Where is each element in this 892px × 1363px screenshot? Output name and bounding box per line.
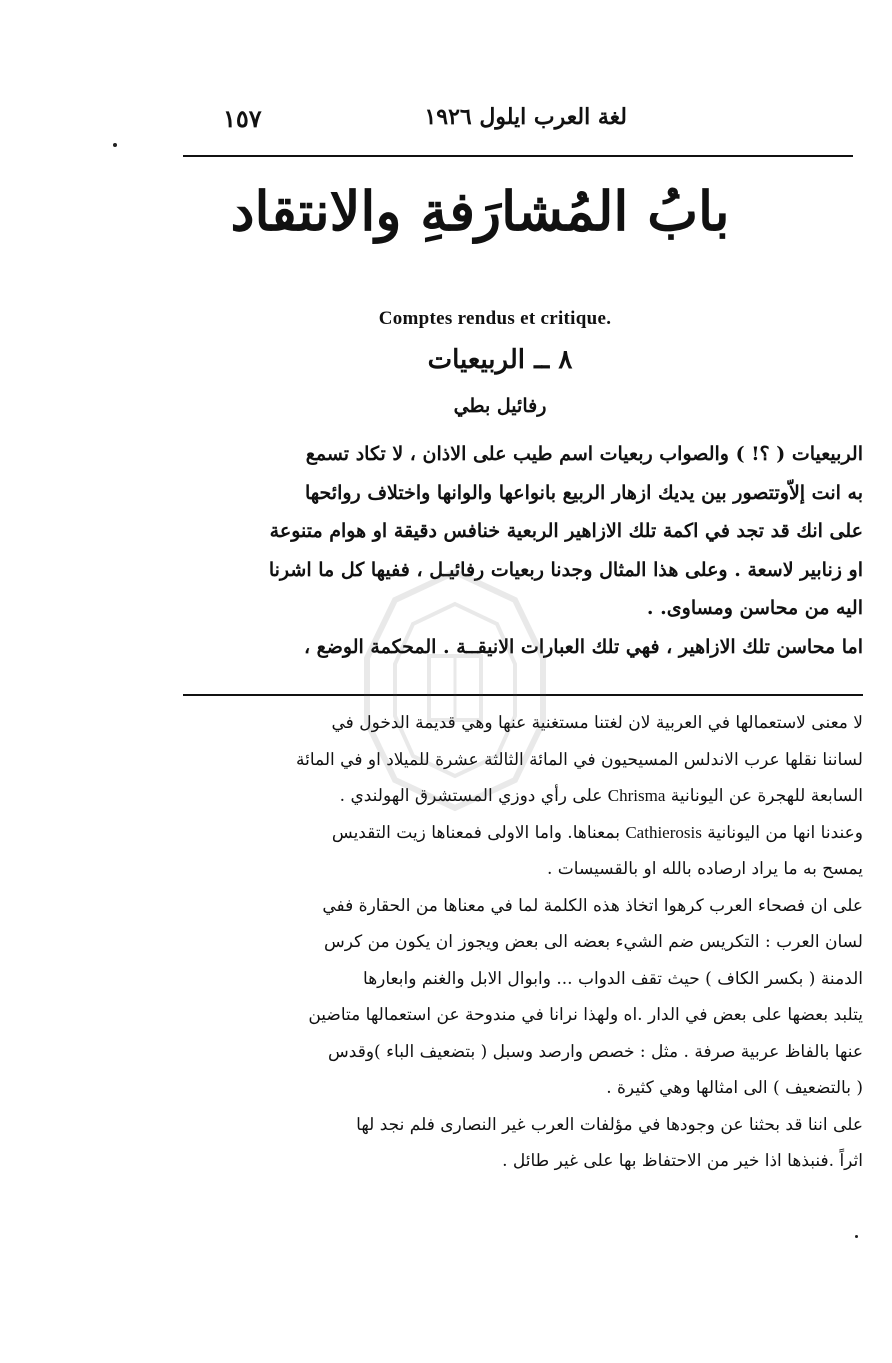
footnote-latin-term: Chrisma <box>607 786 666 805</box>
section-subtitle: Comptes rendus et critique. <box>378 308 612 329</box>
page-number: ١٥٧ <box>223 104 262 133</box>
footnote-line-text: يمسح به ما يراد ارصاده بالله او بالقسيسات . <box>547 859 863 879</box>
footnote-line-text: السابعة للهجرة عن اليونانية <box>670 786 863 806</box>
footnote-line <box>183 961 863 998</box>
main-text-line: اما محاسن تلك الازاهير ، فهي تلك العبارات الانيقــة . المحكمة الوضع ، <box>303 635 863 658</box>
footnote-line-text: الدمنة ( بكسر الكاف ) حيث تقف الدواب ... وابوال الابل والغنم وابعارها <box>363 968 863 989</box>
footnote-line-text: لسان العرب : التكريس ضم الشيء بعضه الى بعض ويجوز ان يكون من كرس <box>323 932 863 952</box>
main-text-line: على انك قد تجد في اكمة تلك الازاهير الربعية خنافس دقيقة او هوام متنوعة <box>269 520 863 542</box>
main-text-line: به انت إلاّوتتصور بين يديك ازهار الربيع بانواعها والوانها واختلاف روائحها <box>304 481 863 504</box>
scan-speck <box>113 143 117 147</box>
footnote-line <box>183 924 863 961</box>
main-text-line: او زنابير لاسعة . وعلى هذا المثال وجدنا ربعيات رفائيـل ، ففيها كل ما اشرنا <box>268 558 863 581</box>
article-title: ٨ ــ الربيعيات <box>427 345 573 375</box>
main-text-line: الربيعيات ( ؟! ) والصواب ربعيات اسم طيب على الاذان ، لا تكاد تسمع <box>305 443 863 465</box>
footnote-line <box>183 1143 863 1180</box>
scan-speck <box>855 1235 858 1238</box>
footnote-line-text: بمعناها. واما الاولى فمعناها زيت التقديس <box>331 822 620 843</box>
running-header <box>215 100 635 140</box>
section-title: بابُ المُشارَفةِ والانتقاد <box>230 179 730 243</box>
footnote-line <box>183 997 863 1034</box>
footnote-line <box>183 1070 863 1107</box>
footnote-line-text: عنها بالفاظ عربية صرفة . مثل : خصص وارصد وسبل ( بتضعيف الباء )وقدس <box>328 1041 863 1062</box>
footnote-line <box>183 1034 863 1071</box>
running-title: لغة العرب ايلول ١٩٢٦ <box>424 104 627 130</box>
footnote-line <box>183 1107 863 1144</box>
header-rule <box>183 155 853 157</box>
footnote-line <box>183 888 863 925</box>
footnote-line-text: اثراً .فنبذها اذا خير من الاحتفاظ بها على غير طائل . <box>502 1151 863 1171</box>
library-watermark-icon <box>325 560 585 820</box>
footnote-line-text: على ان فصحاء العرب كرهوا اتخاذ هذه الكلمة لما في معناها من الحقارة ففي <box>322 895 863 916</box>
footnote-latin-term: Cathierosis <box>625 822 702 842</box>
footnote-line-text: وعندنا انها من اليونانية <box>707 822 863 843</box>
footnote-line-text: لا معنى لاستعمالها في العربية لان لغتنا مستغنية عنها وهي قديمة الدخول في <box>331 713 863 733</box>
footnote-line-text: ( بالتضعيف ) الى امثالها وهي كثيرة . <box>606 1078 863 1098</box>
footnote-line-text: على رأي دوزي المستشرق الهولندي . <box>339 786 603 806</box>
article-author: رفائيل بطي <box>453 395 547 417</box>
footnote-line-text: يتلبد بعضها على بعض في الدار .اه ولهذا نرانا في مندوحة عن استعمالها متاضين <box>308 1005 863 1025</box>
footnote-line-text: على اننا قد بحثنا عن وجودها في مؤلفات العرب غير النصارى فلم نجد لها <box>356 1114 863 1135</box>
footnote-line <box>183 851 863 888</box>
footnote-line-text: لساننا نقلها عرب الاندلس المسيحيون في المائة الثالثة عشرة للميلاد او في المائة <box>296 749 863 770</box>
main-text-line: اليه من محاسن ومساوى. . <box>646 597 863 619</box>
